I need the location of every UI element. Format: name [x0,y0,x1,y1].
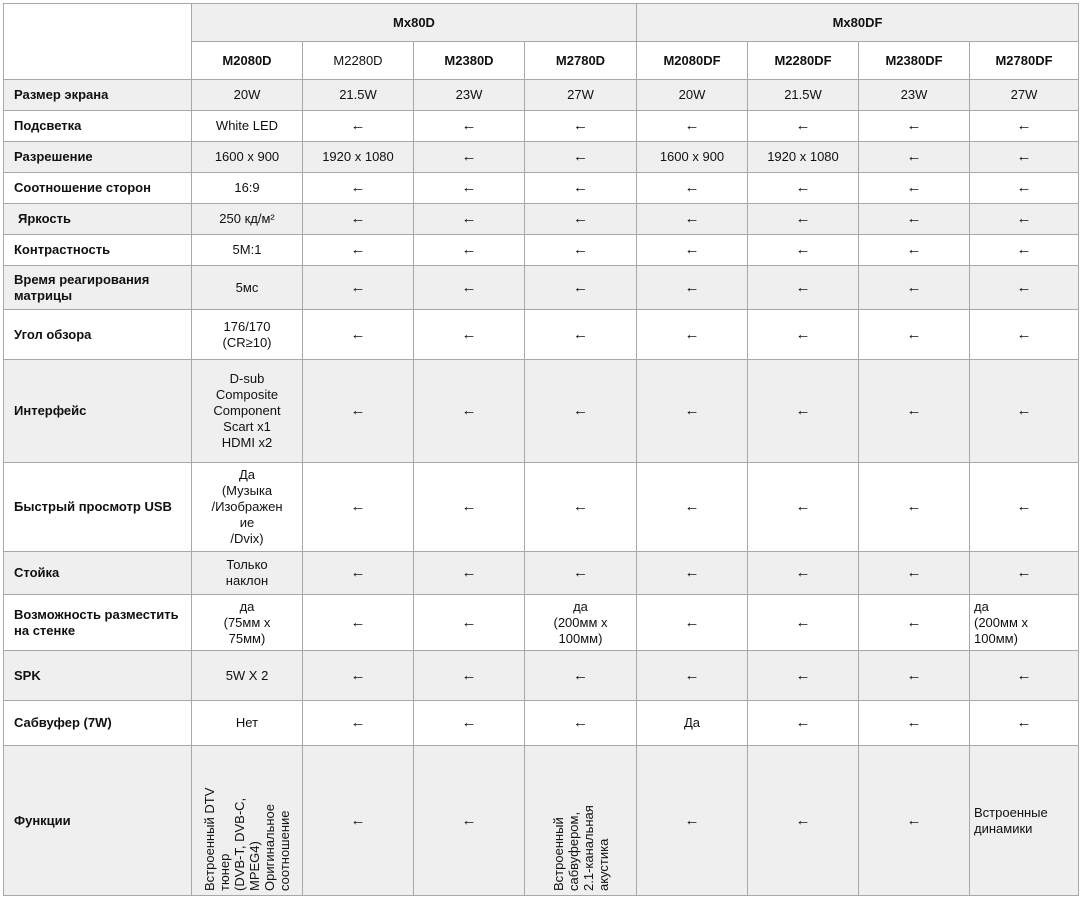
same-as-left-arrow-cell: ← [525,552,637,595]
same-as-left-arrow-cell: ← [748,701,859,746]
same-as-left-arrow-cell: ← [303,463,414,552]
value-cell: Да [637,701,748,746]
same-as-left-arrow-cell: ← [859,701,970,746]
same-as-left-arrow-cell: ← [414,651,525,701]
vertical-text: Встроенный сабвуфером, 2.1-канальная акустика [550,804,611,891]
same-as-left-arrow-cell: ← [525,173,637,204]
same-as-left-arrow-cell: ← [970,651,1079,701]
same-as-left-arrow-cell: ← [859,746,970,896]
row-label: Размер экрана [4,80,192,111]
same-as-left-arrow-cell: ← [970,552,1079,595]
same-as-left-arrow-cell: ← [637,595,748,651]
same-as-left-arrow-cell: ← [859,204,970,235]
same-as-left-arrow-cell: ← [859,235,970,266]
same-as-left-arrow-cell: ← [525,235,637,266]
same-as-left-arrow-cell: ← [748,266,859,310]
model-header: M2380DF [859,42,970,80]
value-cell: 5W X 2 [192,651,303,701]
same-as-left-arrow-cell: ← [414,552,525,595]
value-cell: 27W [525,80,637,111]
same-as-left-arrow-cell: ← [859,552,970,595]
spec-row [4,173,1079,204]
row-label: Функции [4,746,192,896]
spec-row [4,80,1079,111]
row-label: Угол обзора [4,310,192,360]
same-as-left-arrow-cell: ← [525,310,637,360]
same-as-left-arrow-cell: ← [637,310,748,360]
same-as-left-arrow-cell: ← [637,204,748,235]
same-as-left-arrow-cell: ← [303,360,414,463]
same-as-left-arrow-cell: ← [525,651,637,701]
value-cell: 1920 x 1080 [303,142,414,173]
same-as-left-arrow-cell: ← [303,204,414,235]
spec-row [4,204,1079,235]
row-label: Подсветка [4,111,192,142]
row-label: Интерфейс [4,360,192,463]
row-label: Время реагирования матрицы [4,266,192,310]
value-cell [525,746,637,896]
same-as-left-arrow-cell: ← [859,310,970,360]
spec-row [4,360,1079,463]
same-as-left-arrow-cell: ← [970,266,1079,310]
value-cell: 16:9 [192,173,303,204]
vertical-text: Встроенный DTV тюнер (DVB-T, DVB-C, MPEG4) Оригинальное соотношение [202,787,292,891]
same-as-left-arrow-cell: ← [414,463,525,552]
same-as-left-arrow-cell: ← [748,204,859,235]
same-as-left-arrow-cell: ← [859,111,970,142]
same-as-left-arrow-cell: ← [970,204,1079,235]
spec-row [4,552,1079,595]
spec-body [4,80,1079,896]
value-cell: да (75мм x 75мм) [192,595,303,651]
value-cell: 23W [859,80,970,111]
same-as-left-arrow-cell: ← [414,111,525,142]
same-as-left-arrow-cell: ← [414,701,525,746]
same-as-left-arrow-cell: ← [525,463,637,552]
same-as-left-arrow-cell: ← [414,310,525,360]
value-cell: 21.5W [748,80,859,111]
model-header: M2380D [414,42,525,80]
value-cell: Нет [192,701,303,746]
same-as-left-arrow-cell: ← [414,173,525,204]
spec-row [4,463,1079,552]
same-as-left-arrow-cell: ← [525,204,637,235]
value-cell: White LED [192,111,303,142]
group-header-mx80d: Mx80D [192,4,637,42]
same-as-left-arrow-cell: ← [637,360,748,463]
same-as-left-arrow-cell: ← [637,746,748,896]
same-as-left-arrow-cell: ← [859,360,970,463]
group-header-row [4,4,1079,42]
value-cell: 1920 x 1080 [748,142,859,173]
value-cell: да (200мм x 100мм) [970,595,1079,651]
row-label: Яркость [4,204,192,235]
corner-cell [4,4,192,80]
same-as-left-arrow-cell: ← [637,266,748,310]
value-cell: Да (Музыка /Изображен ие /Dvix) [192,463,303,552]
same-as-left-arrow-cell: ← [748,310,859,360]
same-as-left-arrow-cell: ← [637,173,748,204]
same-as-left-arrow-cell: ← [414,142,525,173]
same-as-left-arrow-cell: ← [748,651,859,701]
spec-row [4,595,1079,651]
group-header-mx80df: Mx80DF [637,4,1079,42]
same-as-left-arrow-cell: ← [414,266,525,310]
same-as-left-arrow-cell: ← [303,746,414,896]
same-as-left-arrow-cell: ← [414,595,525,651]
spec-table [3,3,1079,896]
same-as-left-arrow-cell: ← [525,701,637,746]
same-as-left-arrow-cell: ← [525,142,637,173]
same-as-left-arrow-cell: ← [303,235,414,266]
value-cell: 1600 x 900 [192,142,303,173]
same-as-left-arrow-cell: ← [970,142,1079,173]
value-cell: 23W [414,80,525,111]
same-as-left-arrow-cell: ← [859,595,970,651]
value-cell: 20W [192,80,303,111]
same-as-left-arrow-cell: ← [748,235,859,266]
spec-row [4,266,1079,310]
same-as-left-arrow-cell: ← [414,235,525,266]
same-as-left-arrow-cell: ← [970,235,1079,266]
same-as-left-arrow-cell: ← [303,651,414,701]
row-label: SPK [4,651,192,701]
same-as-left-arrow-cell: ← [303,701,414,746]
value-cell: 176/170 (CR≥10) [192,310,303,360]
same-as-left-arrow-cell: ← [637,463,748,552]
spec-row [4,235,1079,266]
spec-row [4,111,1079,142]
same-as-left-arrow-cell: ← [970,173,1079,204]
same-as-left-arrow-cell: ← [637,651,748,701]
model-header: M2780D [525,42,637,80]
value-cell: D-sub Composite Component Scart x1 HDMI x2 [192,360,303,463]
row-label: Стойка [4,552,192,595]
same-as-left-arrow-cell: ← [859,266,970,310]
model-header: M2280DF [748,42,859,80]
same-as-left-arrow-cell: ← [970,701,1079,746]
same-as-left-arrow-cell: ← [414,746,525,896]
same-as-left-arrow-cell: ← [970,360,1079,463]
same-as-left-arrow-cell: ← [414,204,525,235]
same-as-left-arrow-cell: ← [859,142,970,173]
same-as-left-arrow-cell: ← [303,266,414,310]
spec-row [4,651,1079,701]
same-as-left-arrow-cell: ← [303,595,414,651]
same-as-left-arrow-cell: ← [970,463,1079,552]
same-as-left-arrow-cell: ← [970,310,1079,360]
same-as-left-arrow-cell: ← [303,173,414,204]
spec-row [4,701,1079,746]
same-as-left-arrow-cell: ← [748,595,859,651]
spec-row [4,746,1079,896]
row-label: Разрешение [4,142,192,173]
same-as-left-arrow-cell: ← [525,360,637,463]
model-header: M2080DF [637,42,748,80]
same-as-left-arrow-cell: ← [637,235,748,266]
same-as-left-arrow-cell: ← [859,651,970,701]
same-as-left-arrow-cell: ← [748,111,859,142]
spec-row [4,142,1079,173]
same-as-left-arrow-cell: ← [748,173,859,204]
same-as-left-arrow-cell: ← [637,111,748,142]
same-as-left-arrow-cell: ← [303,310,414,360]
value-cell: 20W [637,80,748,111]
value-cell: 1600 x 900 [637,142,748,173]
same-as-left-arrow-cell: ← [303,111,414,142]
same-as-left-arrow-cell: ← [748,552,859,595]
value-cell: 5M:1 [192,235,303,266]
same-as-left-arrow-cell: ← [414,360,525,463]
row-label: Быстрый просмотр USB [4,463,192,552]
same-as-left-arrow-cell: ← [525,111,637,142]
model-header: M2080D [192,42,303,80]
same-as-left-arrow-cell: ← [637,552,748,595]
row-label: Сабвуфер (7W) [4,701,192,746]
value-cell: 21.5W [303,80,414,111]
row-label: Контрастность [4,235,192,266]
same-as-left-arrow-cell: ← [748,463,859,552]
same-as-left-arrow-cell: ← [748,746,859,896]
same-as-left-arrow-cell: ← [970,111,1079,142]
model-header: M2780DF [970,42,1079,80]
spec-row [4,310,1079,360]
model-header: M2280D [303,42,414,80]
same-as-left-arrow-cell: ← [859,463,970,552]
same-as-left-arrow-cell: ← [859,173,970,204]
value-cell: 5мс [192,266,303,310]
value-cell: Только наклон [192,552,303,595]
value-cell: да (200мм x 100мм) [525,595,637,651]
value-cell: Встроенные динамики [970,746,1079,896]
row-label: Соотношение сторон [4,173,192,204]
value-cell: 27W [970,80,1079,111]
value-cell [192,746,303,896]
same-as-left-arrow-cell: ← [748,360,859,463]
same-as-left-arrow-cell: ← [303,552,414,595]
row-label: Возможность разместить на стенке [4,595,192,651]
value-cell: 250 кд/м² [192,204,303,235]
same-as-left-arrow-cell: ← [525,266,637,310]
